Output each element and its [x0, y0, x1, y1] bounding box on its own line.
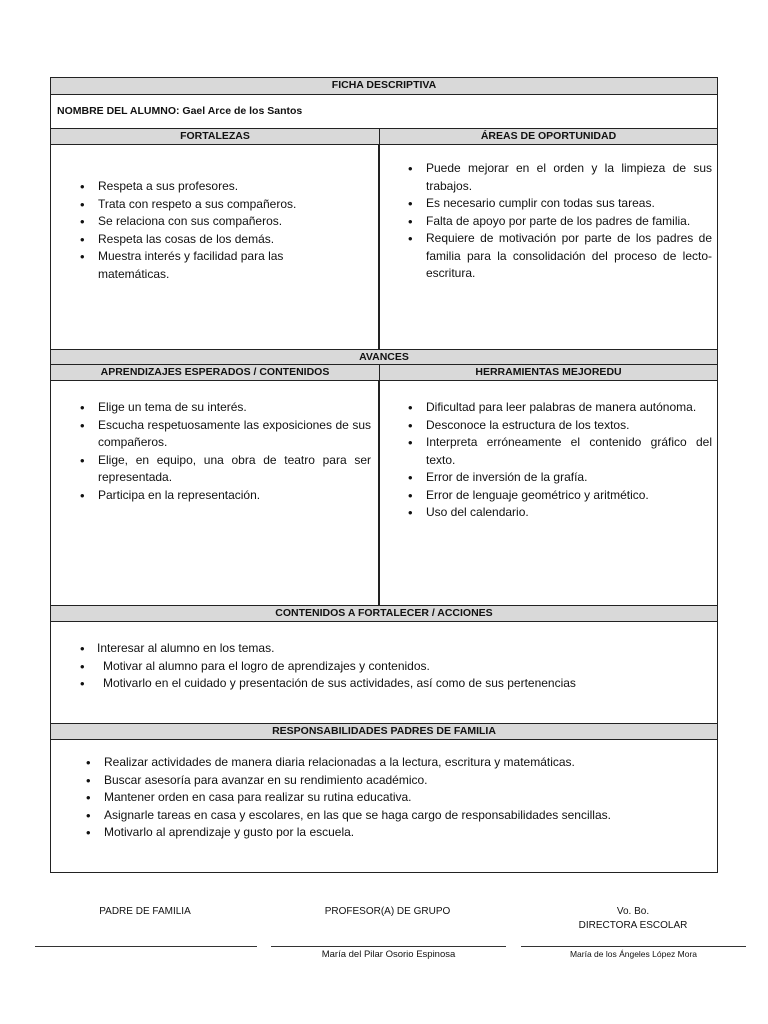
list-item: • Realizar actividades de manera diaria relacionadas a la lectura, escritura y matemáticas. [82, 754, 712, 772]
contenidos-list [76, 640, 706, 693]
list-item: • Es necesario cumplir con todas sus tareas. [404, 195, 712, 213]
list-item: • Trata con respeto a sus compañeros. [76, 196, 336, 214]
list-item: • Requiere de motivación por parte de los padres de familia para la consolidación del proceso de lecto-escritura. [404, 230, 712, 283]
padres-header: RESPONSABILIDADES PADRES DE FAMILIA [51, 723, 717, 740]
directora-signature-line [521, 946, 746, 947]
list-item: • Uso del calendario. [404, 504, 712, 522]
list-item: • Motivar al alumno para el logro de aprendizajes y contenidos. [76, 658, 706, 676]
ficha-title: FICHA DESCRIPTIVA [51, 78, 717, 95]
list-item: • Elige un tema de su interés. [76, 399, 371, 417]
list-item: • Elige, en equipo, una obra de teatro para ser representada. [76, 452, 371, 487]
column-divider [378, 144, 380, 350]
list-item: • Falta de apoyo por parte de los padres de familia. [404, 213, 712, 231]
list-item: • Muestra interés y facilidad para las matemáticas. [76, 248, 336, 283]
herramientas-header: HERRAMIENTAS MEJOREDU [379, 364, 717, 381]
list-item: • Desconoce la estructura de los textos. [404, 417, 712, 435]
list-item: • Error de inversión de la grafía. [404, 469, 712, 487]
list-item: • Puede mejorar en el orden y la limpieza de sus trabajos. [404, 160, 712, 195]
student-name: NOMBRE DEL ALUMNO: Gael Arce de los Santos [57, 105, 303, 117]
list-item: • Respeta a sus profesores. [76, 178, 336, 196]
vobo-label: Vo. Bo. [616, 906, 650, 917]
aprendizajes-header: APRENDIZAJES ESPERADOS / CONTENIDOS [51, 364, 379, 381]
list-item: • Motivarlo en el cuidado y presentación de sus actividades, así como de sus pertenencias [76, 675, 706, 693]
list-item: • Respeta las cosas de los demás. [76, 231, 336, 249]
list-item: • Participa en la representación. [76, 487, 371, 505]
profesor-signature-line [271, 946, 506, 947]
aprendizajes-list [76, 399, 371, 504]
oportunidad-list [404, 160, 712, 283]
fortalezas-header: FORTALEZAS [51, 128, 379, 145]
profesor-label: PROFESOR(A) DE GRUPO [324, 906, 451, 917]
list-item: • Buscar asesoría para avanzar en su rendimiento académico. [82, 772, 712, 790]
padres-list [82, 754, 712, 842]
list-item: • Dificultad para leer palabras de manera autónoma. [404, 399, 712, 417]
list-item: • Escucha respetuosamente las exposiciones de sus compañeros. [76, 417, 371, 452]
padre-signature-line [35, 946, 257, 947]
list-item: • Se relaciona con sus compañeros. [76, 213, 336, 231]
list-item: • Interpreta erróneamente el contenido gráfico del texto. [404, 434, 712, 469]
list-item: • Asignarle tareas en casa y escolares, en las que se haga cargo de responsabilidades sencillas. [82, 807, 712, 825]
directora-name: María de los Ángeles López Mora [569, 949, 698, 959]
fortalezas-list [76, 178, 336, 283]
profesor-name: María del Pilar Osorio Espinosa [321, 949, 456, 960]
herramientas-list [404, 399, 712, 522]
list-item: • Error de lenguaje geométrico y aritmético. [404, 487, 712, 505]
contenidos-header: CONTENIDOS A FORTALECER / ACCIONES [51, 605, 717, 622]
ficha-table [50, 77, 718, 873]
avances-header: AVANCES [51, 349, 717, 366]
list-item: • Interesar al alumno en los temas. [76, 640, 706, 658]
list-item: • Mantener orden en casa para realizar su rutina educativa. [82, 789, 712, 807]
list-item: • Motivarlo al aprendizaje y gusto por la escuela. [82, 824, 712, 842]
oportunidad-header: ÁREAS DE OPORTUNIDAD [379, 128, 717, 145]
padre-label: PADRE DE FAMILIA [99, 906, 191, 917]
column-divider [378, 380, 380, 605]
directora-label: DIRECTORA ESCOLAR [578, 920, 688, 931]
